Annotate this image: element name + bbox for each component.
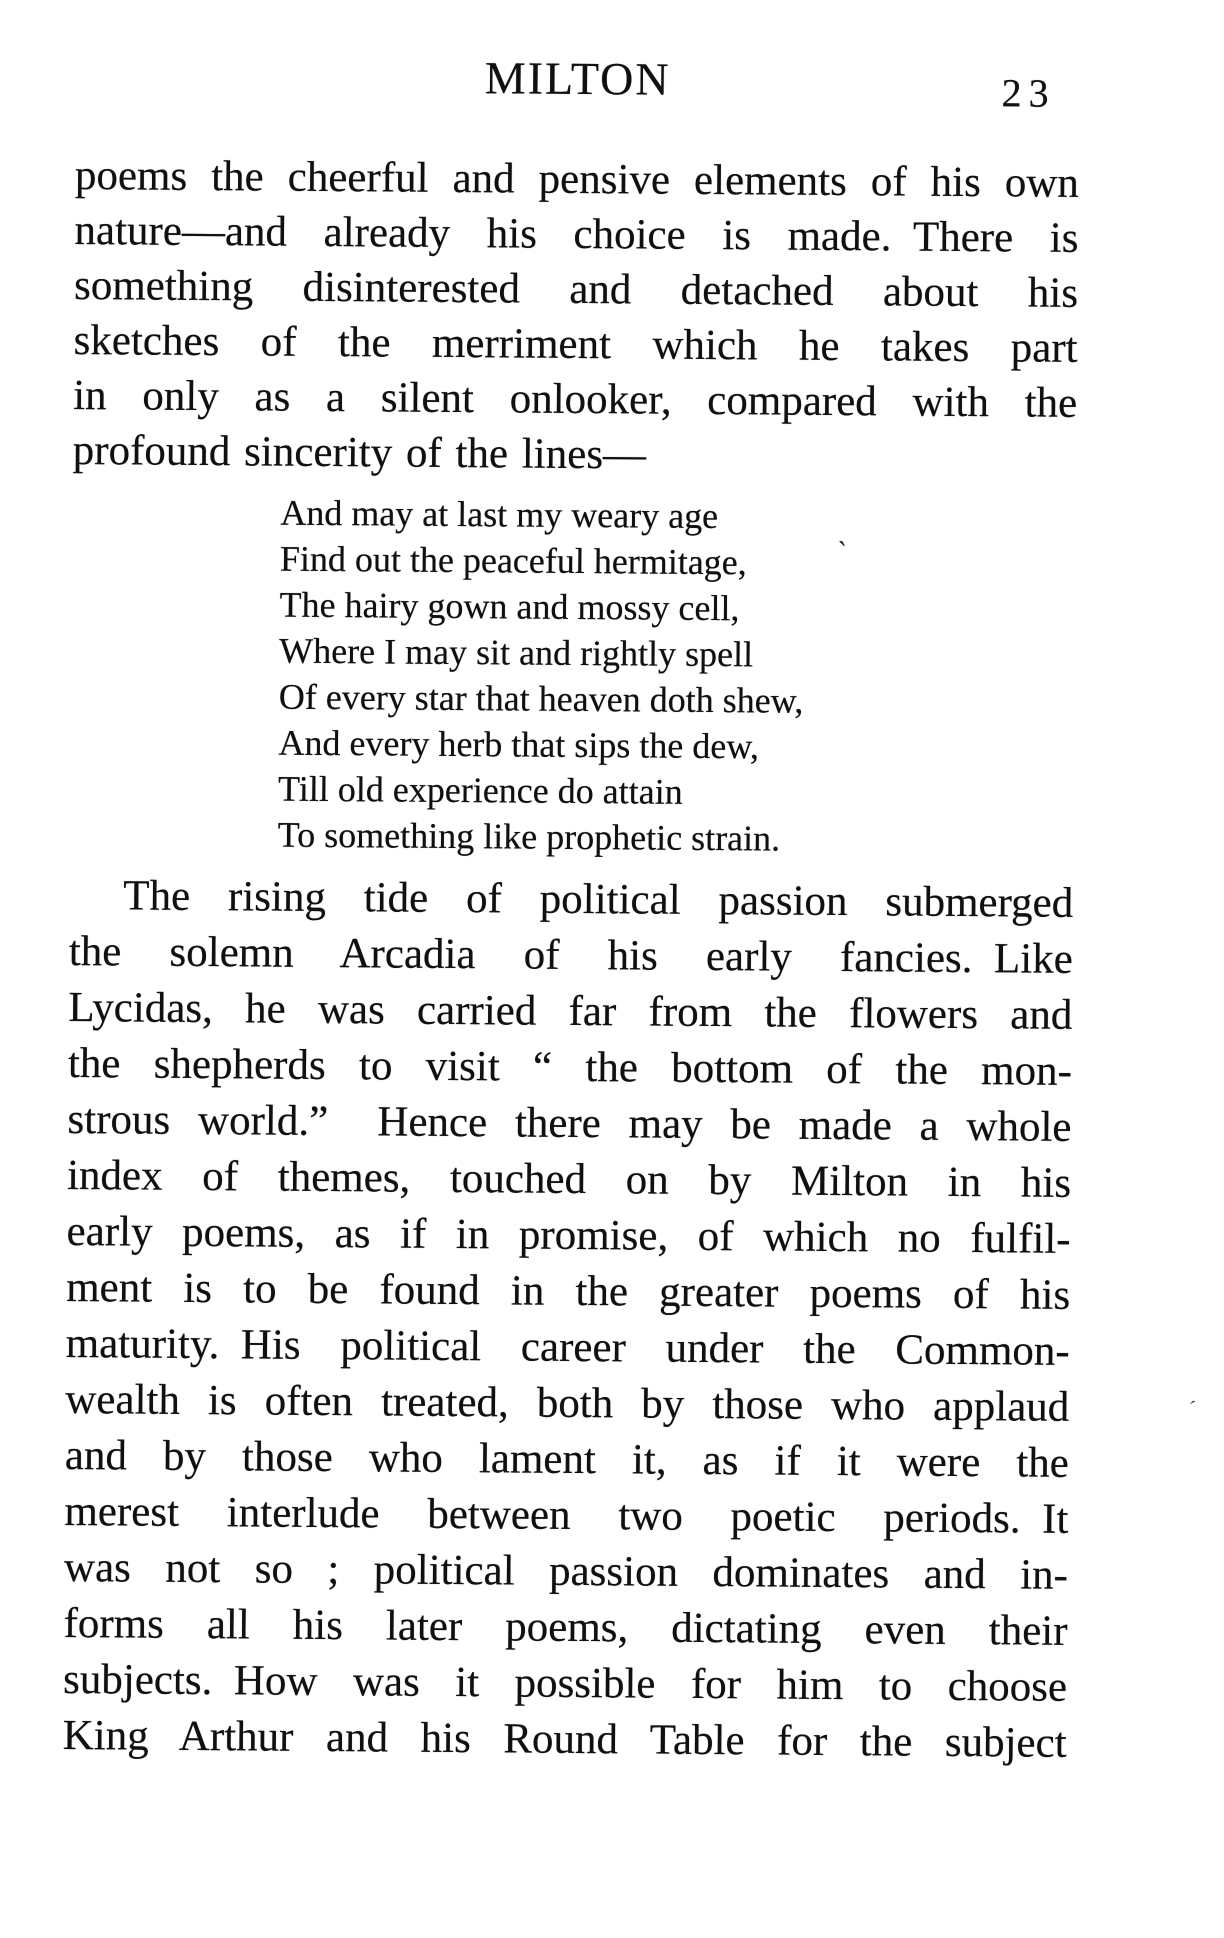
text-line: was not so ; political passion dominates and in- bbox=[63, 1543, 1069, 1599]
text-line: and by those who lament it, as if it were the bbox=[64, 1431, 1070, 1487]
text-line: index of themes, touched on by Milton in his bbox=[66, 1151, 1072, 1207]
poem-quotation bbox=[278, 490, 1077, 864]
text-line: The rising tide of political passion submerged bbox=[123, 872, 1074, 927]
paragraph-continuation bbox=[73, 148, 1080, 486]
text-line: Lycidas, he was carried far from the flowers and bbox=[68, 983, 1073, 1039]
page-content bbox=[62, 40, 1080, 1772]
text-line: nature—and already his choice is made. There is bbox=[74, 206, 1079, 262]
text-line: something disinterested and detached about his bbox=[73, 261, 1079, 317]
text-line: in only as a silent onlooker, compared with the bbox=[73, 371, 1078, 427]
scan-artifact-tick: ` bbox=[833, 535, 849, 570]
poem-line: And may at last my weary age bbox=[280, 492, 719, 537]
text-line: strous world.” Hence there may be made a whole bbox=[67, 1095, 1072, 1151]
poem-line: To something like prophetic strain. bbox=[277, 814, 781, 859]
poem-line: Till old experience do attain bbox=[277, 768, 683, 812]
text-line: early poems, as if in promise, of which no fulfil- bbox=[66, 1207, 1071, 1263]
poem-line: The hairy gown and mossy cell, bbox=[279, 584, 740, 629]
poem-line: Find out the peaceful hermitage, bbox=[279, 538, 747, 583]
text-line: poems the cheerful and pensive elements of his own bbox=[74, 151, 1080, 207]
text-line: profound sincerity of the lines— bbox=[72, 426, 647, 479]
paragraph-main bbox=[62, 868, 1073, 1772]
text-line: maturity. His political career under the Common- bbox=[65, 1319, 1070, 1375]
poem-line: And every herb that sips the dew, bbox=[278, 722, 760, 767]
scan-artifact-speck: ´ bbox=[1186, 1395, 1198, 1422]
page-title: MILTON bbox=[484, 52, 671, 105]
text-line: King Arthur and his Round Table for the subject bbox=[62, 1711, 1067, 1767]
text-line: the solemn Arcadia of his early fancies. Like bbox=[68, 927, 1073, 983]
running-head bbox=[75, 40, 1080, 156]
text-line: the shepherds to visit “ the bottom of the mon- bbox=[67, 1039, 1073, 1095]
text-line: merest interlude between two poetic periods. It bbox=[64, 1487, 1069, 1543]
poem-line: Where I may sit and rightly spell bbox=[279, 630, 754, 675]
poem-line: Of every star that heaven doth shew, bbox=[278, 676, 804, 721]
text-line: subjects. How was it possible for him to choose bbox=[62, 1655, 1068, 1711]
text-line: sketches of the merriment which he takes part bbox=[73, 316, 1078, 372]
text-line: wealth is often treated, both by those who applaud bbox=[65, 1375, 1070, 1431]
page-number: 23 bbox=[1001, 70, 1056, 116]
text-line: forms all his later poems, dictating even their bbox=[63, 1599, 1068, 1655]
text-line: ment is to be found in the greater poems of his bbox=[66, 1263, 1071, 1319]
